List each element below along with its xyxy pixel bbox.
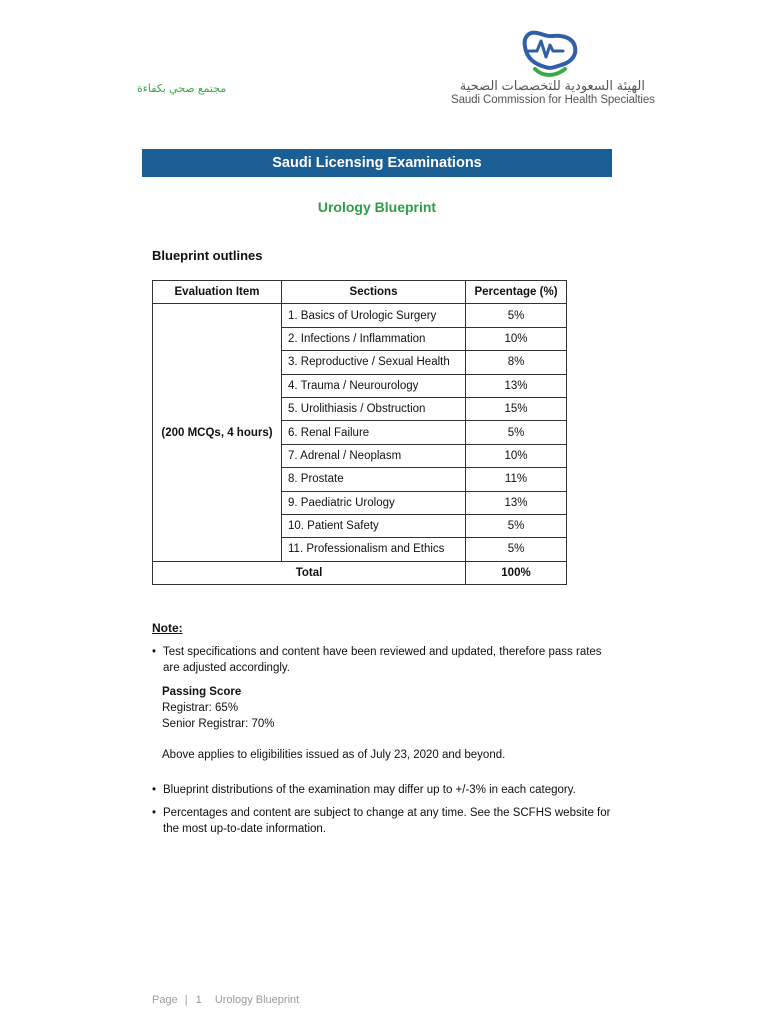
percentage-cell: 13%	[466, 491, 567, 514]
header-evaluation-item: Evaluation Item	[153, 281, 282, 304]
blueprint-outlines-heading: Blueprint outlines	[152, 248, 263, 263]
section-cell: 4. Trauma / Neurourology	[282, 374, 466, 397]
note-bullet	[152, 805, 623, 837]
page-footer	[152, 994, 299, 1006]
section-cell: 11. Professionalism and Ethics	[282, 538, 466, 561]
table-total-row	[153, 561, 567, 584]
percentage-cell: 15%	[466, 397, 567, 420]
bullet-icon: •	[152, 807, 157, 819]
header-sections: Sections	[282, 281, 466, 304]
header-percentage: Percentage (%)	[466, 281, 567, 304]
bullet-icon: •	[152, 646, 157, 658]
evaluation-item-cell: (200 MCQs, 4 hours)	[153, 304, 282, 561]
document-title: Urology Blueprint	[317, 199, 437, 215]
percentage-cell: 5%	[466, 304, 567, 327]
org-name-arabic: الهيئة السعودية للتخصصات الصحية	[459, 78, 645, 93]
section-cell: 5. Urolithiasis / Obstruction	[282, 397, 466, 420]
total-label: Total	[153, 561, 466, 584]
passing-score-block	[162, 684, 275, 732]
percentage-cell: 5%	[466, 514, 567, 537]
table-header-row	[153, 281, 567, 304]
blueprint-table	[152, 280, 567, 585]
exam-banner: Saudi Licensing Examinations	[142, 149, 612, 177]
percentage-cell: 5%	[466, 421, 567, 444]
note-bullet	[152, 782, 623, 798]
tagline: مجتمع صحي بكفاءة	[137, 83, 227, 95]
note-heading: Note:	[152, 621, 183, 635]
percentage-cell: 10%	[466, 327, 567, 350]
page-number: 1	[195, 994, 202, 1006]
percentage-cell: 5%	[466, 538, 567, 561]
page-label: Page	[152, 994, 178, 1006]
total-value: 100%	[466, 561, 567, 584]
section-cell: 3. Reproductive / Sexual Health	[282, 351, 466, 374]
footer-separator: |	[184, 994, 188, 1006]
scfhs-logo-icon	[515, 27, 579, 79]
section-cell: 10. Patient Safety	[282, 514, 466, 537]
percentage-cell: 8%	[466, 351, 567, 374]
table-row	[153, 304, 567, 327]
registrar-score: Registrar: 65%	[162, 702, 239, 714]
section-cell: 1. Basics of Urologic Surgery	[282, 304, 466, 327]
percentage-cell: 13%	[466, 374, 567, 397]
eligibility-note: Above applies to eligibilities issued as of July 23, 2020 and beyond.	[162, 749, 506, 761]
org-name-english: Saudi Commission for Health Specialties	[451, 94, 655, 106]
footer-document-name: Urology Blueprint	[214, 994, 300, 1006]
note-text: Test specifications and content have been reviewed and updated, therefore pass rates are adjusted accordingly.	[163, 646, 602, 674]
percentage-cell: 10%	[466, 444, 567, 467]
passing-score-label: Passing Score	[162, 686, 242, 698]
note-text: Blueprint distributions of the examination may differ up to +/-3% in each category.	[163, 784, 576, 796]
section-cell: 8. Prostate	[282, 468, 466, 491]
section-cell: 7. Adrenal / Neoplasm	[282, 444, 466, 467]
senior-registrar-score: Senior Registrar: 70%	[162, 718, 275, 730]
section-cell: 6. Renal Failure	[282, 421, 466, 444]
section-cell: 9. Paediatric Urology	[282, 491, 466, 514]
note-text: Percentages and content are subject to change at any time. See the SCFHS website for the most up-to-date information.	[163, 807, 611, 835]
bullet-icon: •	[152, 784, 157, 796]
section-cell: 2. Infections / Inflammation	[282, 327, 466, 350]
percentage-cell: 11%	[466, 468, 567, 491]
note-bullet	[152, 644, 603, 676]
